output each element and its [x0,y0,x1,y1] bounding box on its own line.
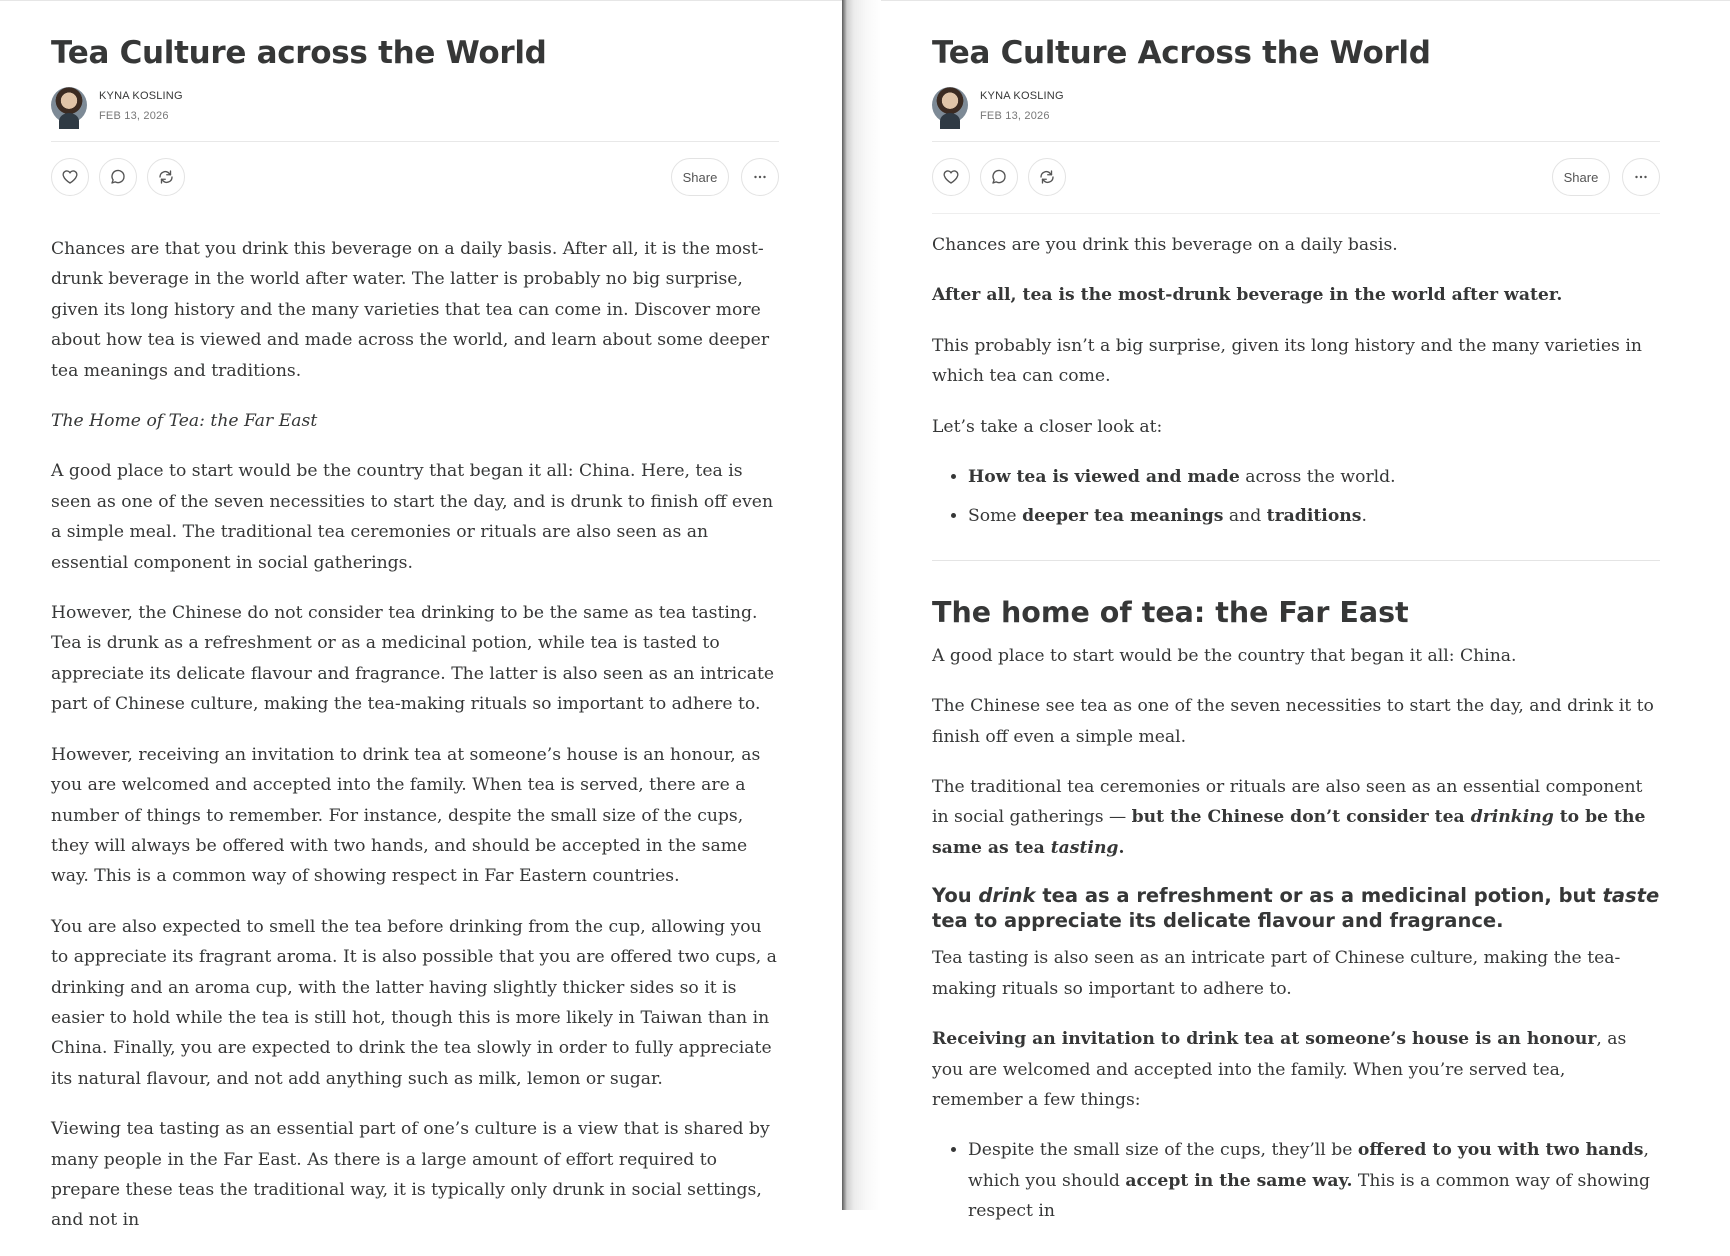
comment-icon [109,168,127,186]
text-span: The traditional tea ceremonies or rituals are also seen as an essential component in social gatherings — [932,777,1643,828]
subheading [932,883,1660,933]
avatar[interactable] [932,87,968,123]
text-span: This is a common way of showing respect in [968,1170,1651,1222]
emphasis: accept in the same way. [1125,1170,1353,1191]
paragraph: The Chinese see tea as one of the seven necessities to start the day, and drink it to finish off even a simple meal. [932,696,1654,747]
comment-icon [990,168,1008,186]
window-split-divider[interactable] [842,0,881,1210]
text-span: , as you are welcomed and accepted into the family. When you’re served tea, remember a few things: [932,1029,1627,1110]
restack-button[interactable] [147,158,185,196]
list-item [968,501,1660,531]
section-heading [51,406,779,436]
byline [51,87,351,127]
right-article-pane [881,0,1730,1222]
italic-text: drink [978,884,1036,908]
italic-text: drinking [1470,807,1554,828]
text-span: to be the same as tea [932,807,1646,858]
text-span: tea to appreciate its delicate flavour and fragrance. [932,909,1504,933]
restack-icon [157,168,175,186]
paragraph [932,772,1660,863]
paragraph: Chances are you drink this beverage on a daily basis. [932,235,1398,255]
post-date: FEB 13, 2026 [99,110,169,122]
paragraph: Tea tasting is also seen as an intricate part of Chinese culture, making the tea-making rituals so important to adhere to. [932,948,1621,999]
post-date: FEB 13, 2026 [980,110,1050,122]
text-span: and [1223,506,1267,527]
emphasis: How tea is viewed and made [968,467,1240,488]
left-article-pane [0,0,842,1231]
paragraph [932,280,1660,310]
comment-button[interactable] [980,158,1018,196]
article-body [51,234,779,1256]
text-span: . [1118,837,1125,858]
author-name[interactable]: KYNA KOSLING [99,90,183,102]
paragraph [932,1024,1660,1115]
restack-icon [1038,168,1056,186]
paragraph: You are also expected to smell the tea before drinking from the cup, allowing you to appreciate its fragrant aroma. It is also possible that you are offered two cups, a drinking and an aroma cup, with the latter having slightly thicker sides so it is easier to hold while the tea is still hot, though this is more likely in Taiwan than in China. Finally, you are expected to drink the tea slowly in order to fully appreciate its natural flavour, and not add anything such as milk, lemon or sugar. [51,916,777,1089]
paragraph: A good place to start would be the country that began it all: China. Here, tea is seen as one of the seven necessities to start the day, and is drunk to finish off even a simple meal. The traditional tea ceremonies or rituals are also seen as an essential component in social gatherings. [51,461,774,573]
paragraph: However, the Chinese do not consider tea drinking to be the same as tea tasting. Tea is drunk as a refreshment or as a medicinal potion, while tea is tasted to appreciate its delicate flavour and fragrance. The latter is also seen as an intricate part of Chinese culture, making the tea-making rituals so important to adhere to. [51,603,775,715]
byline [932,87,1232,127]
emphasis: traditions [1266,506,1362,527]
bullet-list [932,462,1660,532]
paragraph: Let’s take a closer look at: [932,416,1163,437]
list-item [968,462,1660,492]
divider [51,141,779,142]
ellipsis-icon [751,168,769,186]
divider [932,213,1660,214]
text-span: , which you should [968,1140,1649,1191]
more-button[interactable] [741,158,779,196]
post-title: Tea Culture across the World [51,35,547,71]
share-button[interactable]: Share [1552,158,1610,196]
paragraph: However, receiving an invitation to drink tea at someone’s house is an honour, as you are welcomed and accepted into the family. When tea is served, there are a number of things to remember. For instance, despite the small size of the cups, they will always be offered with two hands, and should be accepted in the same way. This is a common way of showing respect in Far Eastern countries. [51,744,761,887]
italic-text: tasting [1050,837,1119,858]
emphasis: offered to you with two hands [1357,1140,1644,1161]
section-heading: The home of tea: the Far East [932,595,1409,629]
post-actions [51,158,779,198]
share-button[interactable]: Share [671,158,729,196]
text-span: across the world. [1239,467,1396,488]
text-span: but the Chinese don’t consider tea [1131,807,1471,828]
article-body [932,230,1660,1247]
like-button[interactable] [932,158,970,196]
emphasis: deeper tea meanings [1022,506,1224,527]
text-span: . [1361,506,1367,527]
comment-button[interactable] [99,158,137,196]
ellipsis-icon [1632,168,1650,186]
post-title: Tea Culture Across the World [932,35,1431,71]
italic-text: taste [1602,884,1660,908]
paragraph: Chances are that you drink this beverage on a daily basis. After all, it is the most-drunk beverage in the world after water. The latter is probably no big surprise, given its long history and the many varieties that tea can come in. Discover more about how tea is viewed and made across the world, and learn about some deeper tea meanings and traditions. [51,239,770,381]
paragraph: A good place to start would be the country that began it all: China. [932,645,1517,666]
post-actions [932,158,1660,198]
text-span: You [932,884,979,908]
heart-icon [942,168,960,186]
text-span: tea as a refreshment or as a medicinal potion, but [1035,884,1603,908]
divider [932,141,1660,142]
section-heading-text: The Home of Tea: the Far East [51,411,318,432]
list-item [968,1135,1660,1226]
avatar[interactable] [51,87,87,123]
emphasis: Receiving an invitation to drink tea at someone’s house is an honour [932,1029,1597,1050]
section-divider [932,560,1660,561]
bullet-list [932,1135,1660,1226]
restack-button[interactable] [1028,158,1066,196]
text-span: Some [968,506,1023,527]
paragraph: This probably isn’t a big surprise, given its long history and the many varieties in which tea can come. [932,335,1642,387]
emphasis: After all, tea is the most-drunk beverage in the world after water. [932,285,1563,306]
text-span: Despite the small size of the cups, they’ll be [968,1140,1358,1161]
heart-icon [61,168,79,186]
paragraph: Viewing tea tasting as an essential part of one’s culture is a view that is shared by many people in the Far East. As there is a large amount of effort required to prepare these teas the traditional way, it is typically only drunk in social settings, and not in [51,1119,770,1231]
like-button[interactable] [51,158,89,196]
author-name[interactable]: KYNA KOSLING [980,90,1064,102]
more-button[interactable] [1622,158,1660,196]
